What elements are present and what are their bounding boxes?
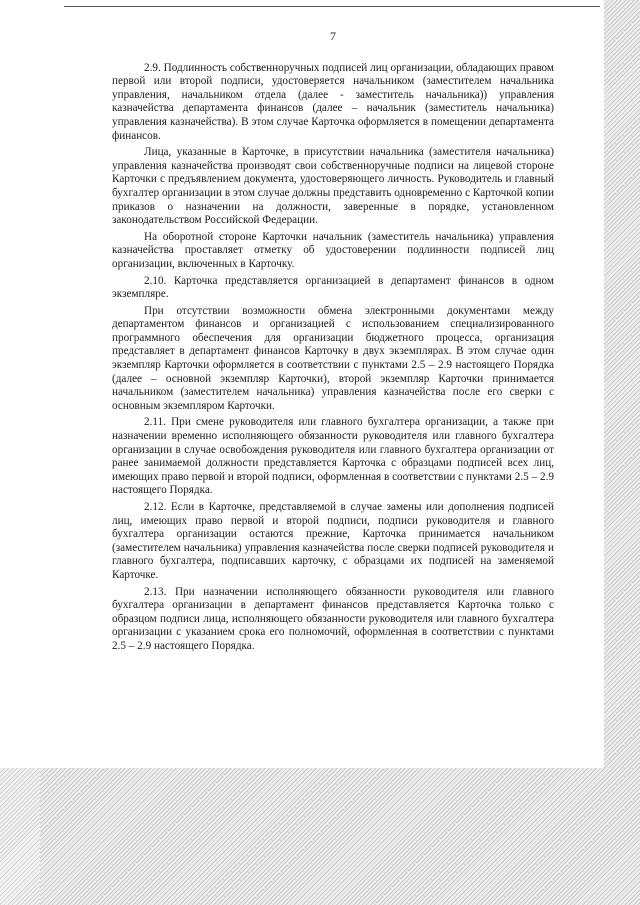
paragraph-2-9: 2.9. Подлинность собственноручных подписей лиц организации, обладающих правом первой или второй подписи, удостоверяется начальником (заместителем начальника управления, начальником отдела (далее - заместитель начальника)) управления казначейства департамента финансов (далее – начальник (заместитель начальника) управления казначейства). В этом случае Карточка оформляется в помещении департамента финансов. <box>112 61 554 142</box>
paragraph-2-9-persons: Лица, указанные в Карточке, в присутствии начальника (заместителя начальника) управления казначейства производят свои собственноручные подписи на лицевой стороне Карточки с предъявлением документа, удостоверяющего личность. Руководитель и главный бухгалтер организации в этом случае должны представить одновременно с Карточкой копии приказов о назначении на должности, заверенные в порядке, установленном законодательством Российской Федерации. <box>112 146 554 227</box>
scan-border-right <box>604 0 640 770</box>
document-page <box>112 30 554 657</box>
paragraph-2-13: 2.13. При назначении исполняющего обязанности руководителя или главного бухгалтера организации в департамент финансов представляется Карточка только с образцом подписи лица, исполняющего обязанности руководителя или главного бухгалтера организации с указанием срока его полномочий, оформленная в соответствии с пунктами 2.5 – 2.9 настоящего Порядка. <box>112 585 554 652</box>
paragraph-2-10: 2.10. Карточка представляется организацией в департамент финансов в одном экземпляре. <box>112 274 554 301</box>
paragraph-2-12: 2.12. Если в Карточке, представляемой в случае замены или дополнения подписей лиц, имеющих право первой и второй подписи, подписи руководителя и главного бухгалтера организации остаются прежние, Карточка принимается начальником (заместителем начальника) управления казначейства после сверки подписей руководителя и главного бухгалтера, подписавших карточку, с образцами их подписей на заменяемой Карточке. <box>112 501 554 581</box>
page-number: 7 <box>330 29 336 43</box>
paragraph-2-11: 2.11. При смене руководителя или главного бухгалтера организации, а также при назначении временно исполняющего обязанности руководителя или главного бухгалтера организации в случае освобождения руководителя или главного бухгалтера организации от ранее занимаемой должности представляется Карточка с образцами подписей всех лиц, имеющих право первой и второй подписи, оформленная в соответствии с пунктами 2.5 – 2.9 настоящего Порядка. <box>112 416 554 497</box>
scan-border-bottom-left <box>0 768 40 905</box>
paragraph-2-10-two-copies: При отсутствии возможности обмена электронными документами между департаментом финансов и организацией с использованием специализированного программного обеспечения для организации бюджетного процесса, организация представляет в департамент финансов Карточку в двух экземплярах. В этом случае один экземпляр Карточки оформляется в соответствии с пунктами 2.5 – 2.9 настоящего Порядка (далее – основной экземпляр Карточки), второй экземпляр Карточки принимается начальником (заместителем начальника) управления казначейства после его сверки с основным экземпляром Карточки. <box>112 304 554 412</box>
scan-border-bottom <box>40 768 640 905</box>
scan-top-border-line <box>64 6 600 7</box>
paragraph-2-9-reverse-side: На оборотной стороне Карточки начальник (заместитель начальника) управления казначейства проставляет отметку об удостоверении подлинности подписей лиц организации, включенных в Карточку. <box>112 230 554 270</box>
